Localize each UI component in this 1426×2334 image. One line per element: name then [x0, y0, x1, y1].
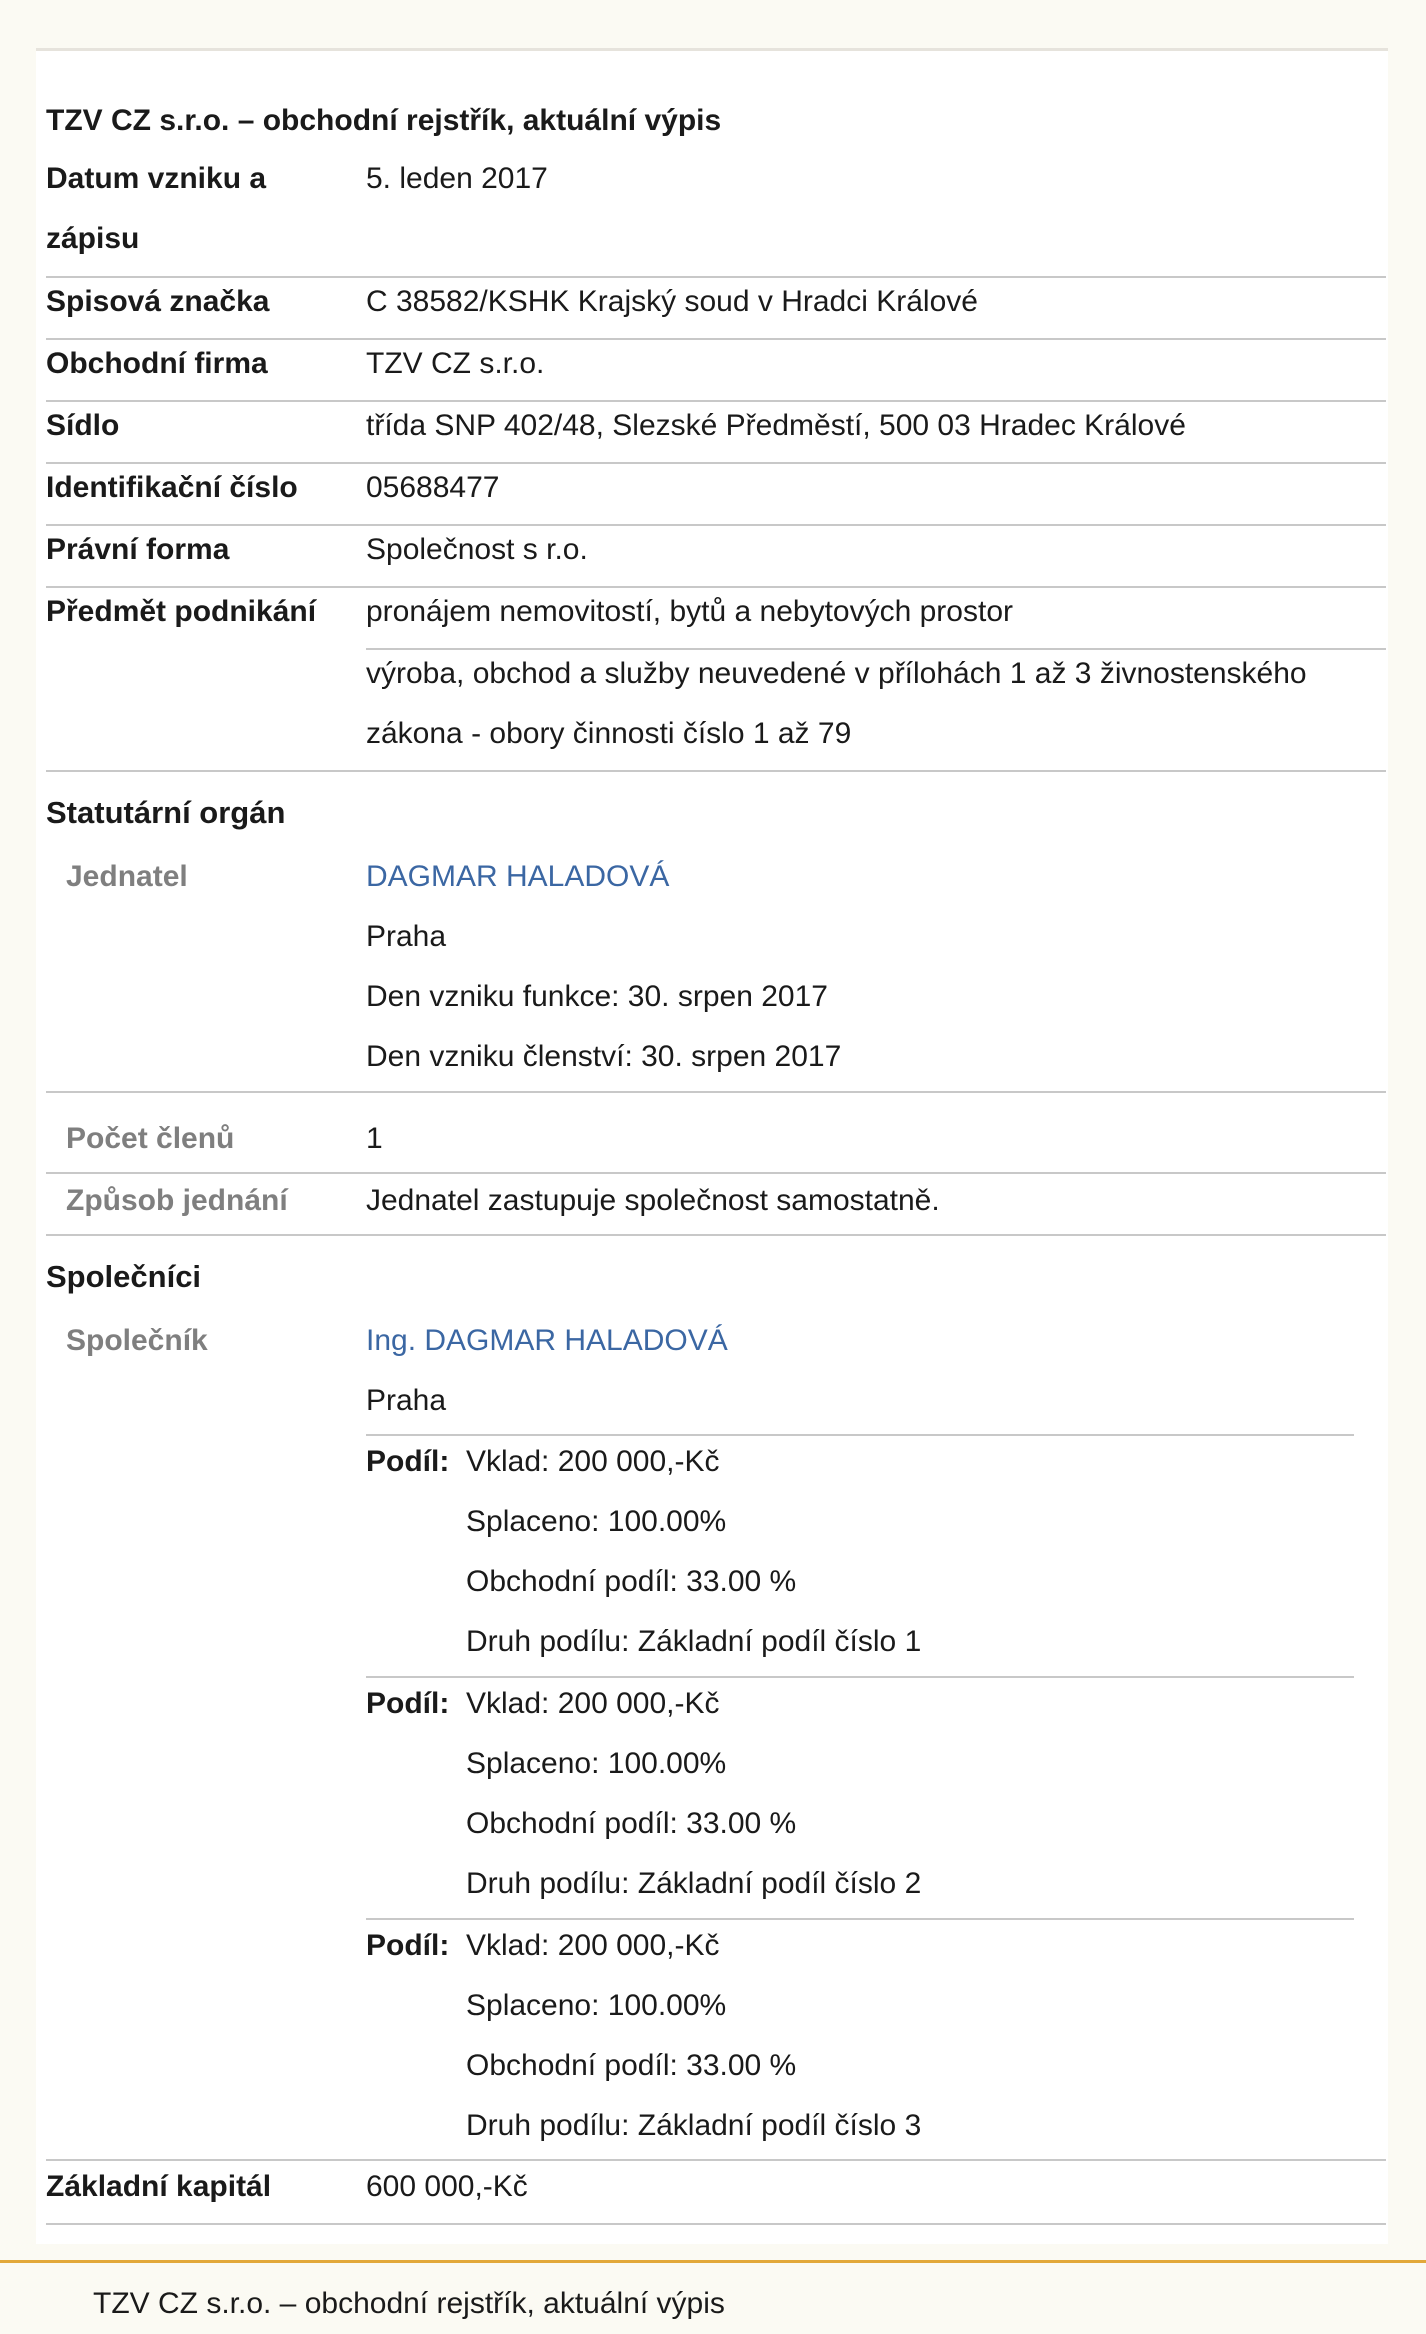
share-deposit: Vklad: 200 000,-Kč — [466, 1687, 720, 1720]
share-type: Druh podílu: Základní podíl číslo 3 — [466, 2109, 922, 2142]
divider — [46, 338, 1386, 340]
partner-name-link[interactable]: Ing. DAGMAR HALADOVÁ — [366, 1324, 728, 1357]
director-name-link[interactable]: DAGMAR HALADOVÁ — [366, 860, 670, 893]
divider — [366, 1918, 1354, 1920]
label-company-name: Obchodní firma — [46, 347, 268, 380]
share-deposit: Vklad: 200 000,-Kč — [466, 1929, 720, 1962]
label-business-activity: Předmět podnikání — [46, 595, 317, 628]
value-member-count: 1 — [366, 1122, 383, 1155]
divider — [46, 1172, 1386, 1174]
share-label: Podíl: — [366, 1445, 450, 1478]
share-percentage: Obchodní podíl: 33.00 % — [466, 2049, 797, 2082]
label-id-number: Identifikační číslo — [46, 471, 298, 504]
share-type: Druh podílu: Základní podíl číslo 2 — [466, 1867, 922, 1900]
value-business-activity-2: výroba, obchod a služby neuvedené v přílohách 1 až 3 živnostenského — [366, 657, 1307, 690]
label-file-number: Spisová značka — [46, 285, 270, 318]
director-city: Praha — [366, 920, 447, 953]
label-role-director: Jednatel — [66, 860, 188, 893]
divider — [46, 462, 1386, 464]
section-heading-partners: Společníci — [46, 1259, 202, 1294]
divider — [366, 1434, 1354, 1436]
share-type: Druh podílu: Základní podíl číslo 1 — [466, 1625, 922, 1658]
register-extract-card — [36, 48, 1388, 2244]
label-role-partner: Společník — [66, 1324, 208, 1357]
label-established-2: zápisu — [46, 222, 140, 255]
share-paid: Splaceno: 100.00% — [466, 1989, 727, 2022]
value-address: třída SNP 402/48, Slezské Předměstí, 500 03 Hradec Králové — [366, 409, 1186, 442]
value-capital: 600 000,-Kč — [366, 2170, 528, 2203]
value-legal-form: Společnost s r.o. — [366, 533, 588, 566]
share-label: Podíl: — [366, 1929, 450, 1962]
divider — [46, 1091, 1386, 1093]
label-address: Sídlo — [46, 409, 120, 442]
share-deposit: Vklad: 200 000,-Kč — [466, 1445, 720, 1478]
value-conduct: Jednatel zastupuje společnost samostatně. — [366, 1184, 940, 1217]
divider — [46, 276, 1386, 278]
divider — [46, 770, 1386, 772]
label-legal-form: Právní forma — [46, 533, 230, 566]
partner-city: Praha — [366, 1384, 447, 1417]
divider — [46, 2159, 1386, 2161]
value-file-number: C 38582/KSHK Krajský soud v Hradci Králové — [366, 285, 978, 318]
label-established: Datum vzniku a — [46, 162, 267, 195]
divider — [46, 586, 1386, 588]
divider — [46, 400, 1386, 402]
divider — [46, 524, 1386, 526]
label-conduct: Způsob jednání — [66, 1184, 288, 1217]
value-business-activity-1: pronájem nemovitostí, bytů a nebytových prostor — [366, 595, 1013, 628]
page-title: TZV CZ s.r.o. – obchodní rejstřík, aktuální výpis — [46, 104, 722, 137]
label-capital: Základní kapitál — [46, 2170, 272, 2203]
value-company-name: TZV CZ s.r.o. — [366, 347, 545, 380]
value-business-activity-3: zákona - obory činnosti číslo 1 až 79 — [366, 717, 852, 750]
share-paid: Splaceno: 100.00% — [466, 1747, 727, 1780]
section-heading-statutory: Statutární orgán — [46, 795, 286, 830]
value-established: 5. leden 2017 — [366, 162, 548, 195]
share-percentage: Obchodní podíl: 33.00 % — [466, 1807, 797, 1840]
page-footer — [0, 2260, 1426, 2334]
share-label: Podíl: — [366, 1687, 450, 1720]
director-membership-start: Den vzniku členství: 30. srpen 2017 — [366, 1040, 842, 1073]
share-paid: Splaceno: 100.00% — [466, 1505, 727, 1538]
divider — [366, 1676, 1354, 1678]
share-percentage: Obchodní podíl: 33.00 % — [466, 1565, 797, 1598]
value-id-number: 05688477 — [366, 471, 500, 504]
divider — [46, 1234, 1386, 1236]
divider — [46, 2223, 1386, 2225]
director-function-start: Den vzniku funkce: 30. srpen 2017 — [366, 980, 828, 1013]
label-member-count: Počet členů — [66, 1122, 235, 1155]
footer-text: TZV CZ s.r.o. – obchodní rejstřík, aktuální výpis — [93, 2287, 725, 2320]
divider — [366, 648, 1386, 650]
